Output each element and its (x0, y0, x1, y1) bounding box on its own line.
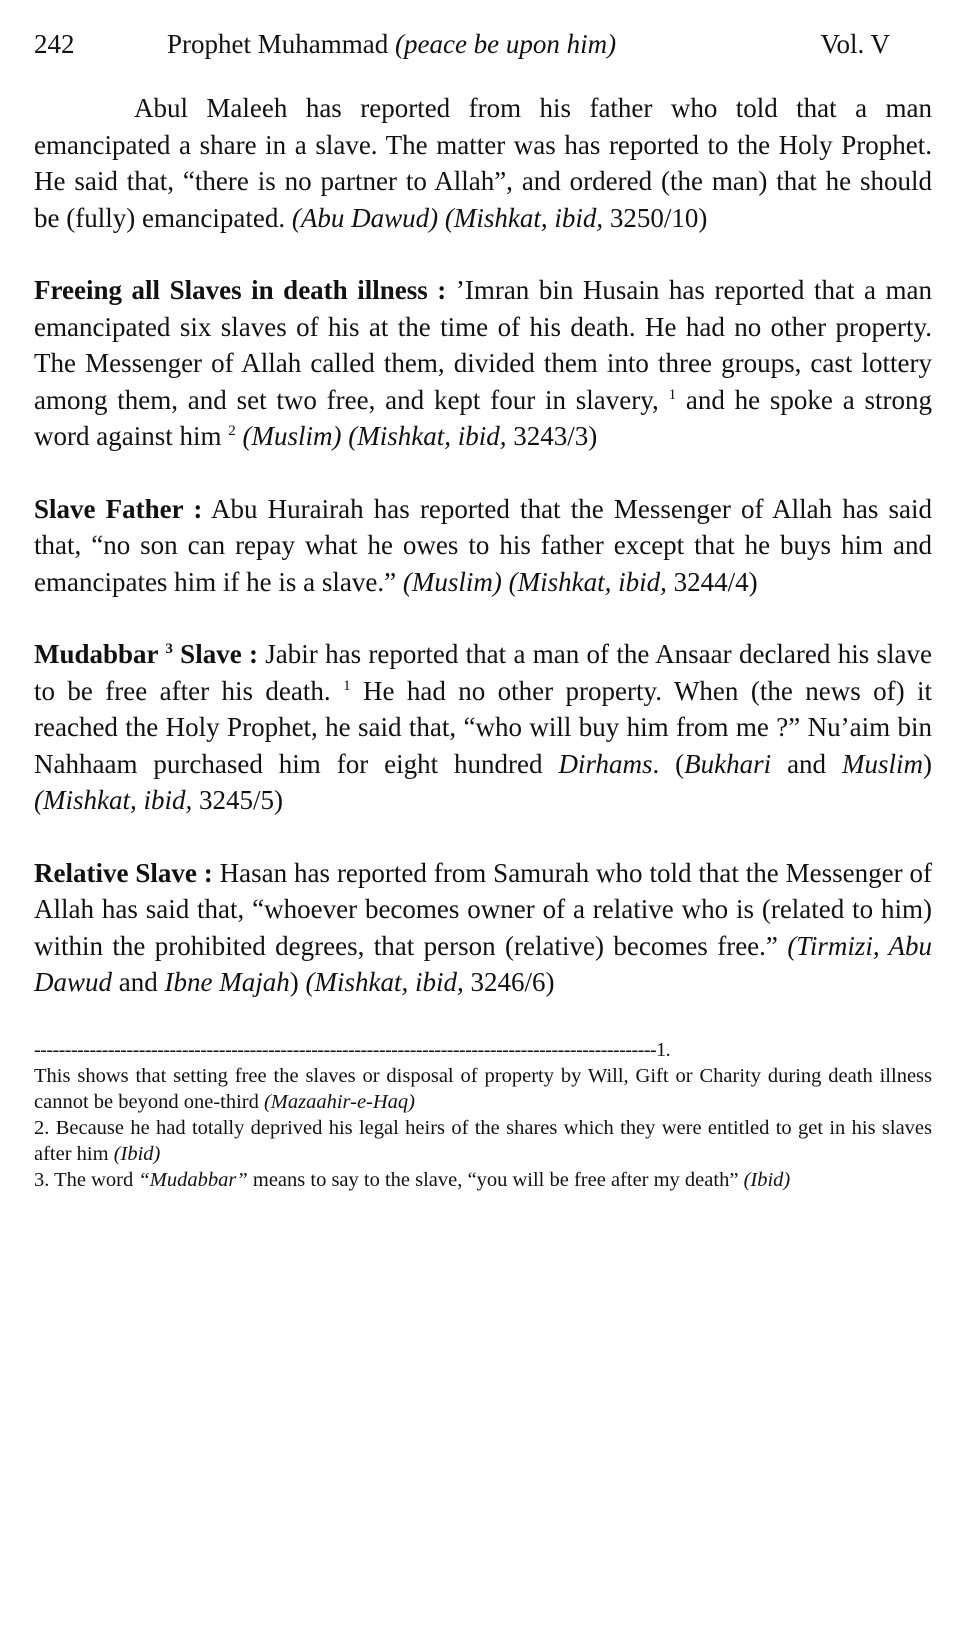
footnote-2-citation: (Ibid) (113, 1142, 161, 1165)
citation-mishkat: (Mishkat, ibid, (305, 967, 464, 997)
footnote-1 (34, 1063, 932, 1115)
paragraph-abul-maleeh (34, 90, 932, 236)
citation-muslim: (Muslim) (242, 421, 342, 451)
paragraph-slave-father (34, 491, 932, 601)
citation-bukhari: Bukhari (684, 748, 772, 779)
footnote-1-citation: (Mazaahir-e-Haq) (263, 1090, 416, 1113)
body-text (34, 90, 932, 1001)
citation-muslim: (Muslim) (402, 566, 502, 597)
running-title (167, 24, 616, 64)
paragraph-text-cont: He had no other property. When (the news of) it reached the Holy Prophet, he said that, “who will buy him from me ?” Nu’aim bin Nahhaam purchased him for eight hundred (34, 675, 932, 779)
citation-number: 3244/4) (666, 566, 758, 597)
citation-number: 3245/5) (192, 785, 283, 815)
citation-muslim: Muslim (842, 748, 923, 779)
citation-number: 3246/6) (463, 967, 555, 997)
footnote-ref-3: 3 (165, 641, 173, 657)
section-heading (34, 639, 258, 669)
paragraph-text: Abu Hurairah has reported that the Messenger of Allah has said that, “no son can repay what he owes to his father except that he buys him and emancipates him if he is a slave.” (34, 493, 932, 597)
section-heading-part-1: Mudabbar (34, 639, 166, 669)
citation-number: 3250/10) (603, 202, 708, 233)
footnote-3-number: 3. (34, 1168, 50, 1191)
footnote-3-citation: (Ibid) (743, 1168, 791, 1191)
citation-ibne-majah: Ibne Majah (164, 967, 290, 997)
footnote-2-number: 2. (34, 1116, 50, 1139)
footnote-3 (34, 1167, 932, 1193)
footnote-2 (34, 1115, 932, 1167)
footnote-ref-1: 1 (343, 677, 351, 694)
paragraph-text: Hasan has reported from Samurah who told that the Messenger of Allah has said that, “whoever becomes owner of a relative who is (related to him) within the prohibited degrees, that person (relative) becomes free.” (34, 857, 933, 961)
paragraph-text: Jabir has reported that a man of the Ansaar declared his slave to be free after his death. (34, 639, 932, 706)
paragraph-relative-slave (34, 855, 932, 1001)
paragraph-text-punct: ) (289, 967, 306, 997)
section-heading: Relative Slave : (34, 857, 213, 888)
footnote-3-term: “Mudabbar” (138, 1168, 248, 1191)
running-title-honorific: (peace be upon him) (394, 29, 617, 59)
running-title-main: Prophet Muhammad (167, 29, 389, 59)
citation-abu-dawud: (Abu Dawud) (291, 202, 439, 233)
citation-number: 3243/3) (506, 421, 598, 451)
citation-tirmizi-abu-dawud: (Tirmizi, Abu Dawud (34, 930, 933, 997)
footnote-2-text: Because he had totally deprived his legal heirs of the shares which they were entitled to get in his slaves after him (34, 1116, 932, 1165)
section-heading: Freeing all Slaves in death illness : (34, 275, 447, 305)
section-heading: Slave Father : (34, 493, 203, 524)
term-dirhams: Dirhams (558, 748, 653, 779)
paragraph-text-punct: ) (923, 748, 932, 779)
paragraph-text-cont: and he spoke a strong word against him (34, 384, 932, 451)
footnotes (34, 1037, 932, 1193)
footnote-1-text: This shows that setting free the slaves or disposal of property by Will, Gift or Charity during death illness cannot be beyond one-third (34, 1064, 932, 1113)
citation-mishkat: (Mishkat, ibid, (444, 202, 604, 233)
paragraph-text: Abul Maleeh has reported from his father who told that a man emancipated a share in a slave. The matter was has reported to the Holy Prophet. He said that, “there is no partner to Allah”, and ordered (the man) that he should be (fully) emancipated. (34, 93, 932, 233)
paragraph-text: ’Imran bin Husain has reported that a man emancipated six slaves of his at the time of his death. He had no other property. The Messenger of Allah called them, divided them into three groups, cast lottery among them, and set two free, and kept four in slavery, (34, 275, 932, 415)
paragraph-text-and: and (112, 967, 165, 997)
footnote-ref-1: 1 (668, 386, 677, 403)
footnote-ref-2: 2 (228, 423, 236, 439)
citation-mishkat: (Mishkat, ibid, (348, 421, 507, 451)
footnote-3-text: The word (49, 1168, 139, 1191)
footnote-3-text-cont: means to say to the slave, “you will be free after my death” (247, 1168, 744, 1191)
volume-label: Vol. V (820, 29, 890, 59)
paragraph-mudabbar-slave (34, 636, 932, 819)
footnote-separator: -----------------------------------------------------------------------------------------------------1. (34, 1038, 671, 1061)
citation-mishkat: (Mishkat, ibid, (508, 566, 667, 597)
paragraph-text-punct: . ( (652, 748, 685, 779)
book-page (34, 24, 932, 1193)
paragraph-text-and: and (771, 748, 842, 779)
citation-space (502, 567, 509, 597)
page-number: 242 (34, 29, 75, 59)
paragraph-freeing-all-slaves (34, 272, 932, 455)
page-header (34, 24, 932, 64)
citation-space (438, 203, 445, 233)
citation-mishkat: (Mishkat, ibid, (34, 785, 193, 815)
section-heading-part-2: Slave : (172, 639, 258, 669)
